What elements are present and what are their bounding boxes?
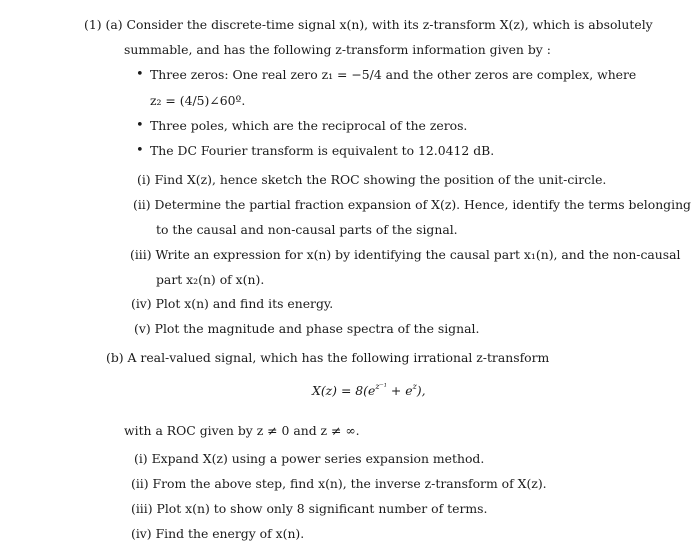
bullet-dc: The DC Fourier transform is equivalent to 12.0412 dB. xyxy=(150,143,495,158)
equation-exponent-2: z xyxy=(412,382,417,391)
equation-exponent-1: z⁻¹ xyxy=(375,382,387,391)
equation-lhs: X(z) = 8(e xyxy=(312,383,376,398)
bullet-marker: • xyxy=(136,143,144,158)
part-a-intro-line1: (1) (a) Consider the discrete-time signal x(n), with its z-transform X(z), which is absolutely xyxy=(84,17,653,32)
equation-end: ), xyxy=(416,383,426,398)
part-b-roc: with a ROC given by z ≠ 0 and z ≠ ∞. xyxy=(124,423,360,438)
part-a-subpart-v: (v) Plot the magnitude and phase spectra of the signal. xyxy=(134,321,480,336)
part-a-subpart-ii-line2: to the causal and non-causal parts of the signal. xyxy=(156,222,458,237)
bullet-marker: • xyxy=(136,67,144,82)
part-a-subpart-iii-line2: part x₂(n) of x(n). xyxy=(156,272,265,287)
part-b-intro: (b) A real-valued signal, which has the following irrational z-transform xyxy=(106,350,550,365)
bullet-zeros-line2: z₂ = (4/5)∠60º. xyxy=(150,93,246,108)
part-b-subpart-ii: (ii) From the above step, find x(n), the inverse z-transform of X(z). xyxy=(131,476,547,491)
part-a-subpart-iii-line1: (iii) Write an expression for x(n) by identifying the causal part x₁(n), and the non-causal xyxy=(130,247,681,262)
equation-mid: + e xyxy=(386,383,413,398)
part-b-equation xyxy=(312,379,426,399)
part-b-subpart-iii: (iii) Plot x(n) to show only 8 significant number of terms. xyxy=(131,501,488,516)
bullet-marker: • xyxy=(136,118,144,133)
part-b-subpart-i: (i) Expand X(z) using a power series expansion method. xyxy=(134,451,485,466)
bullet-poles: Three poles, which are the reciprocal of the zeros. xyxy=(150,118,468,133)
part-a-subpart-ii-line1: (ii) Determine the partial fraction expansion of X(z). Hence, identify the terms belonging xyxy=(133,197,691,212)
bullet-zeros-line1: Three zeros: One real zero z₁ = −5/4 and the other zeros are complex, where xyxy=(150,67,637,82)
part-b-subpart-iv: (iv) Find the energy of x(n). xyxy=(131,526,305,541)
part-a-intro-line2: summable, and has the following z-transform information given by : xyxy=(124,42,551,57)
part-a-subpart-i: (i) Find X(z), hence sketch the ROC showing the position of the unit-circle. xyxy=(137,172,607,187)
part-a-subpart-iv: (iv) Plot x(n) and find its energy. xyxy=(131,296,334,311)
